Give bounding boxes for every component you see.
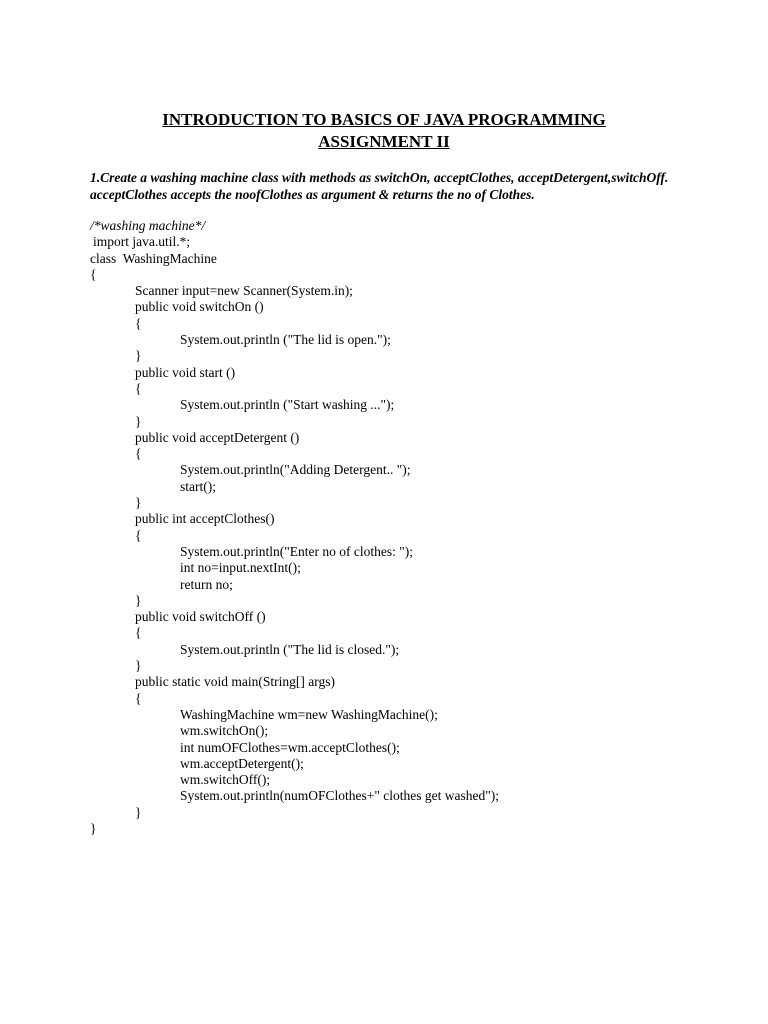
code-line: {: [135, 527, 142, 543]
code-line: {: [135, 380, 142, 396]
assignment-title: ASSIGNMENT II: [318, 132, 450, 151]
code-line: class WashingMachine: [90, 250, 217, 266]
code-line: import java.util.*;: [93, 234, 191, 250]
code-line: System.out.println("Adding Detergent.. ");: [180, 462, 411, 478]
code-line: }: [135, 495, 142, 511]
code-line: public int acceptClothes(): [135, 511, 275, 527]
code-line: public void switchOn (): [135, 299, 264, 315]
code-line: {: [135, 446, 142, 462]
code-line: {: [135, 690, 142, 706]
question-text: 1.Create a washing machine class with methods as switchOn, acceptClothes, acceptDetergent,switchOff. acceptClothes accepts the noofClothes as argument & returns the no of Clothes.: [90, 170, 669, 202]
code-line: }: [90, 820, 97, 836]
code-line: {: [135, 625, 142, 641]
code-line: }: [135, 348, 142, 364]
code-line: public static void main(String[] args): [135, 674, 335, 690]
code-line: System.out.println("Enter no of clothes: ");: [180, 543, 413, 559]
code-line: start();: [180, 478, 216, 494]
code-line: return no;: [180, 576, 233, 592]
code-line: System.out.println ("The lid is open.");: [180, 332, 391, 348]
code-line: }: [135, 592, 142, 608]
document-title: INTRODUCTION TO BASICS OF JAVA PROGRAMMING: [162, 110, 606, 129]
code-line: Scanner input=new Scanner(System.in);: [135, 283, 353, 299]
code-line: public void acceptDetergent (): [135, 429, 300, 445]
code-line: wm.acceptDetergent();: [180, 755, 304, 771]
code-line: WashingMachine wm=new WashingMachine();: [180, 706, 438, 722]
code-line: }: [135, 804, 142, 820]
code-line: wm.switchOn();: [180, 723, 269, 739]
code-listing: [90, 218, 710, 837]
code-line: wm.switchOff();: [180, 772, 271, 788]
code-line: }: [135, 413, 142, 429]
code-line: }: [135, 658, 142, 674]
code-line: public void start (): [135, 364, 236, 380]
code-line: {: [90, 266, 97, 282]
code-line: int no=input.nextInt();: [180, 560, 301, 576]
code-line: System.out.println ("The lid is closed.");: [180, 641, 400, 657]
code-line: System.out.println(numOFClothes+" clothes get washed");: [180, 788, 499, 804]
code-line: public void switchOff (): [135, 609, 266, 625]
code-line: {: [135, 315, 142, 331]
code-line: System.out.println ("Start washing ...");: [180, 397, 395, 413]
code-line: /*washing machine*/: [90, 218, 206, 233]
code-line: int numOFClothes=wm.acceptClothes();: [180, 739, 400, 755]
